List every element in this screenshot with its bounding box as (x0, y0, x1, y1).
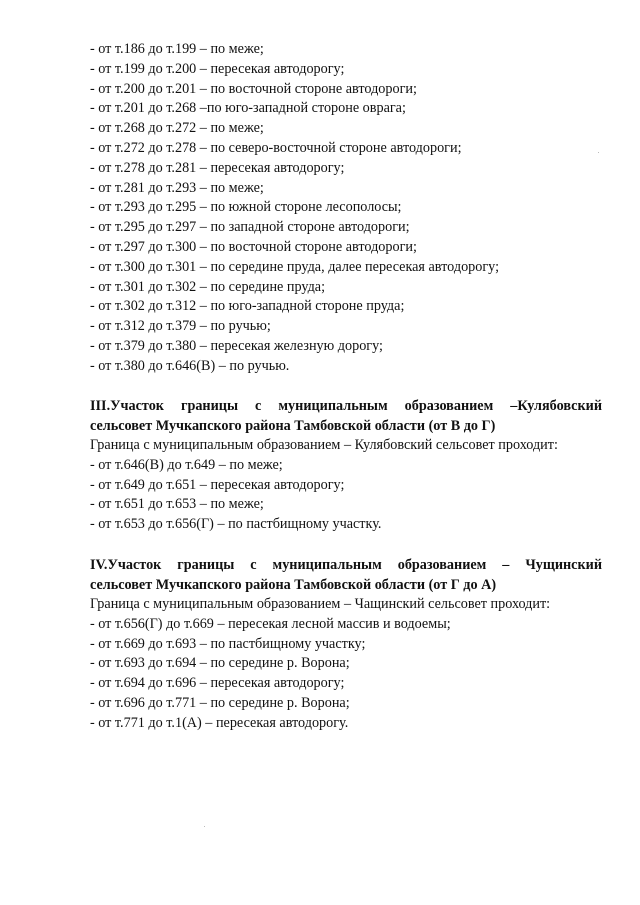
list-item: - от т.653 до т.656(Г) – по пастбищному участку. (90, 516, 382, 533)
list-item: - от т.278 до т.281 – пересекая автодорогу; (90, 159, 345, 176)
list-item: - от т.656(Г) до т.669 – пересекая лесной массив и водоемы; (90, 615, 451, 632)
list-item: - от т.186 до т.199 – по меже; (90, 41, 264, 57)
list-item: - от т.649 до т.651 – пересекая автодорогу; (90, 476, 345, 493)
list-item: - от т.201 до т.268 –по юго-западной стороне оврага; (90, 100, 406, 117)
list-item: - от т.380 до т.646(В) – по ручью. (90, 357, 290, 374)
list-item: - от т.300 до т.301 – по середине пруда, далее пересекая автодорогу; (90, 258, 500, 275)
scan-speck (204, 826, 205, 827)
list-item: - от т.312 до т.379 – по ручью; (90, 318, 271, 335)
list-item: - от т.694 до т.696 – пересекая автодорогу; (90, 675, 345, 692)
list-item: - от т.301 до т.302 – по середине пруда; (90, 278, 326, 295)
section-heading-line: III.Участок границы с муниципальным образованием –Кулябовский (90, 398, 602, 414)
list-item: - от т.200 до т.201 – по восточной стороне автодороги; (90, 80, 417, 97)
list-item: - от т.696 до т.771 – по середине р. Ворона; (90, 694, 350, 711)
section-heading-line: сельсовет Мучкапского района Тамбовской области (от В до Г) (90, 418, 496, 434)
list-item: - от т.199 до т.200 – пересекая автодорогу; (90, 60, 345, 77)
list-item: - от т.281 до т.293 – по меже; (90, 179, 264, 196)
list-item: - от т.268 до т.272 – по меже; (90, 120, 264, 137)
list-item: - от т.646(В) до т.649 – по меже; (90, 456, 283, 473)
section-heading-line: сельсовет Мучкапского района Тамбовской области (от Г до А) (90, 577, 497, 593)
list-item: - от т.651 до т.653 – по меже; (90, 496, 264, 513)
list-item: - от т.295 до т.297 – по западной стороне автодороги; (90, 219, 410, 236)
list-item: - от т.379 до т.380 – пересекая железную дорогу; (90, 337, 383, 354)
list-item: - от т.272 до т.278 – по северо-восточной стороне автодороги; (90, 139, 462, 156)
list-item: - от т.297 до т.300 – по восточной стороне автодороги; (90, 238, 417, 255)
section-2-boundary-list (90, 40, 602, 377)
section-intro: Граница с муниципальным образованием – Чащинский сельсовет проходит: (90, 596, 551, 612)
section-intro: Граница с муниципальным образованием – Кулябовский сельсовет проходит: (90, 437, 558, 453)
section-heading-line: IV.Участок границы с муниципальным образованием – Чущинский (90, 557, 602, 573)
section-3 (90, 396, 602, 535)
scan-speck (598, 152, 599, 153)
section-heading (90, 396, 602, 436)
section-heading (90, 555, 602, 595)
list-item: - от т.302 до т.312 – по юго-западной стороне пруда; (90, 298, 405, 315)
list-item: - от т.693 до т.694 – по середине р. Ворона; (90, 655, 350, 672)
list-item: - от т.293 до т.295 – по южной стороне лесополосы; (90, 199, 402, 216)
list-item: - от т.771 до т.1(А) – пересекая автодорогу. (90, 714, 349, 731)
section-4 (90, 555, 602, 734)
list-item: - от т.669 до т.693 – по пастбищному участку; (90, 635, 366, 652)
